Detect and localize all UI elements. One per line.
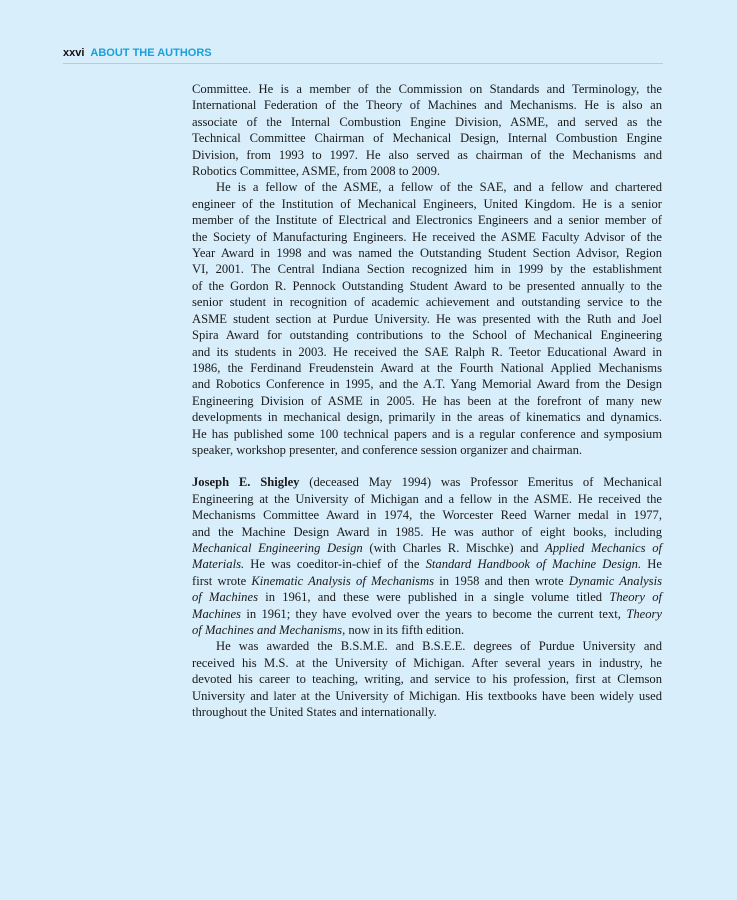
text-line: Engineering at the University of Michigan and a fellow in the ASME. He received the: [192, 491, 662, 506]
text-line: Mechanical Engineering Design (with Charles R. Mischke) and Applied Mechanics of: [192, 540, 662, 555]
text-line: engineer of the Institution of Mechanical Engineers, United Kingdom. He is a senior: [192, 196, 662, 211]
text-line: Mechanisms Committee Award in 1974, the Worcester Reed Warner medal in 1977,: [192, 508, 662, 523]
page-number: xxvi: [63, 47, 85, 59]
text-line: associate of the Internal Combustion Engine Division, ASME, and served as the: [192, 114, 662, 129]
book-title: of Machines: [192, 590, 258, 605]
book-title: Kinematic Analysis of Mechanisms: [251, 573, 435, 588]
text-line: Materials. He was coeditor-in-chief of the Standard Handbook of Machine Design. He: [192, 557, 662, 572]
book-title: Standard Handbook of Machine Design.: [425, 557, 642, 572]
text-line: and Robotics Conference in 1995, and the A.T. Yang Memorial Award from the Design: [192, 377, 662, 392]
text-line: Robotics Committee, ASME, from 2008 to 2009.: [192, 164, 441, 179]
book-title: Machines: [192, 606, 241, 621]
text-line: International Federation of the Theory of Machines and Mechanisms. He is also an: [192, 98, 662, 113]
text-line: devoted his career to teaching, writing, and service to his profession, first at Clemson: [192, 672, 662, 687]
text-line: He was awarded the B.S.M.E. and B.S.E.E. degrees of Purdue University and: [216, 639, 662, 654]
text-line: and its students in 2003. He received the SAE Ralph R. Teetor Educational Award in: [192, 344, 662, 359]
text-line: Joseph E. Shigley (deceased May 1994) was Professor Emeritus of Mechanical: [192, 475, 662, 490]
text-line: He is a fellow of the ASME, a fellow of the SAE, and a fellow and chartered: [216, 180, 662, 195]
text-line: senior student in recognition of academic achievement and outstanding service to the: [192, 295, 662, 310]
paragraph-1: [192, 81, 662, 179]
book-title: Dynamic Analysis: [568, 573, 662, 588]
text-line: developments in mechanical design, primarily in the areas of kinematics and dynamics.: [192, 410, 662, 425]
section-title: ABOUT THE AUTHORS: [90, 47, 212, 59]
text-line: first wrote Kinematic Analysis of Mechanisms in 1958 and then wrote Dynamic Analysis: [192, 573, 662, 588]
paragraph-4: [192, 638, 662, 720]
text-line: University and later at the University of Michigan. His textbooks have been widely used: [192, 688, 662, 703]
body-text: [192, 81, 662, 720]
text-line: He has published some 100 technical papers and is a regular conference and symposium: [192, 426, 662, 441]
text-line: ASME student section at Purdue University. He was presented with the Ruth and Joel: [192, 311, 662, 326]
text-line: of Machines in 1961, and these were published in a single volume titled Theory of: [192, 590, 663, 605]
book-title: Mechanical Engineering Design: [192, 540, 363, 555]
text-line: received his M.S. at the University of Michigan. After several years in industry, he: [192, 655, 662, 670]
running-header: [63, 46, 663, 64]
author-name: Joseph E. Shigley: [192, 475, 300, 490]
text-line: Machines in 1961; they have evolved over the years to become the current text, Theory: [192, 606, 662, 621]
book-title: Theory of: [609, 590, 663, 605]
text-line: 1986, the Ferdinand Freudenstein Award at the Fourth National Applied Mechanisms: [192, 360, 662, 375]
book-title: Applied Mechanics of: [545, 540, 662, 555]
book-title: of Machines and Mechanisms: [192, 623, 343, 637]
text-line: and the Machine Design Award in 1985. He was author of eight books, including: [192, 524, 662, 539]
text-line: throughout the United States and internationally.: [192, 705, 437, 720]
text-line: Committee. He is a member of the Commission on Standards and Terminology, the: [192, 82, 662, 96]
text-line: Technical Committee Chairman of Mechanical Design, Internal Combustion Engine: [192, 131, 662, 146]
text-line: VI, 2001. The Central Indiana Section recognized him in 1999 by the establishment: [192, 262, 662, 277]
text-line: Year Award in 1998 and was named the Outstanding Student Section Advisor, Region: [192, 246, 662, 261]
text-line: of Machines and Mechanisms, now in its fifth edition.: [192, 623, 465, 637]
paragraph-3: [192, 474, 662, 638]
text-line: the Society of Manufacturing Engineers. He received the ASME Faculty Advisor of the: [192, 229, 662, 244]
text-line: speaker, workshop presenter, and conference session organizer and chairman.: [192, 442, 583, 457]
paragraph-2: [192, 179, 662, 458]
book-title: Materials.: [192, 557, 245, 572]
text-line: member of the Institute of Electrical and Electronics Engineers and a senior member of: [192, 213, 662, 228]
text-line: Spira Award for outstanding contributions to the School of Mechanical Engineering: [192, 328, 662, 343]
text-line: Engineering Division of ASME in 2005. He has been at the forefront of many new: [192, 393, 662, 408]
text-line: Division, from 1993 to 1997. He also served as chairman of the Mechanisms and: [192, 147, 662, 162]
book-title: Theory: [626, 606, 662, 621]
paragraph-gap: [192, 458, 662, 474]
text-line: of the Gordon R. Pennock Outstanding Student Award to be presented annually to the: [192, 278, 662, 293]
